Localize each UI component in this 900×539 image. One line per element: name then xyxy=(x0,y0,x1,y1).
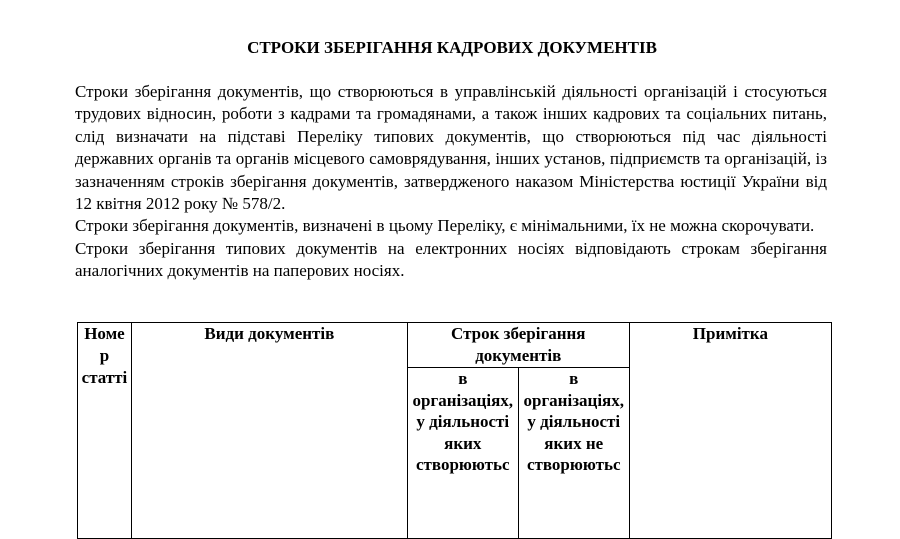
header-document-types: Види документів xyxy=(131,323,407,539)
intro-text xyxy=(75,81,827,283)
retention-table xyxy=(77,322,832,539)
header-storage-period: Строк зберігання документів xyxy=(407,323,629,368)
document-title: СТРОКИ ЗБЕРІГАННЯ КАДРОВИХ ДОКУМЕНТІВ xyxy=(247,38,657,57)
table-header-row xyxy=(78,323,832,368)
header-note: Примітка xyxy=(629,323,831,539)
header-orgs-with-archive: в організаціях, у діяльності яких створюютьс xyxy=(407,368,518,539)
intro-paragraph-2: Строки зберігання документів, визначені в цьому Переліку, є мінімальними, їх не можна скорочувати. xyxy=(75,216,815,236)
intro-paragraph-1: Строки зберігання документів, що створюються в управлінській діяльності організацій і стосуються трудових відносин, роботи з кадрами та громадянами, а також інших кадрових та соціальних питань, слід визначати на підставі Переліку типових документів, що створюються під час діяльності державних органів та органів місцевого самоврядування, інших установ, підприємств та організацій, із зазначенням строків зберігання документів, затвердженого наказом Міністерства юстиції України від 12 квітня 2012 року № 578/2. xyxy=(75,82,827,214)
intro-paragraph-3: Строки зберігання типових документів на електронних носіях відповідають строкам зберігання аналогічних документів на паперових носіях. xyxy=(75,238,827,281)
header-article-number: Номер статті xyxy=(78,323,132,539)
header-orgs-without-archive: в організаціях, у діяльності яких не створюютьс xyxy=(518,368,629,539)
